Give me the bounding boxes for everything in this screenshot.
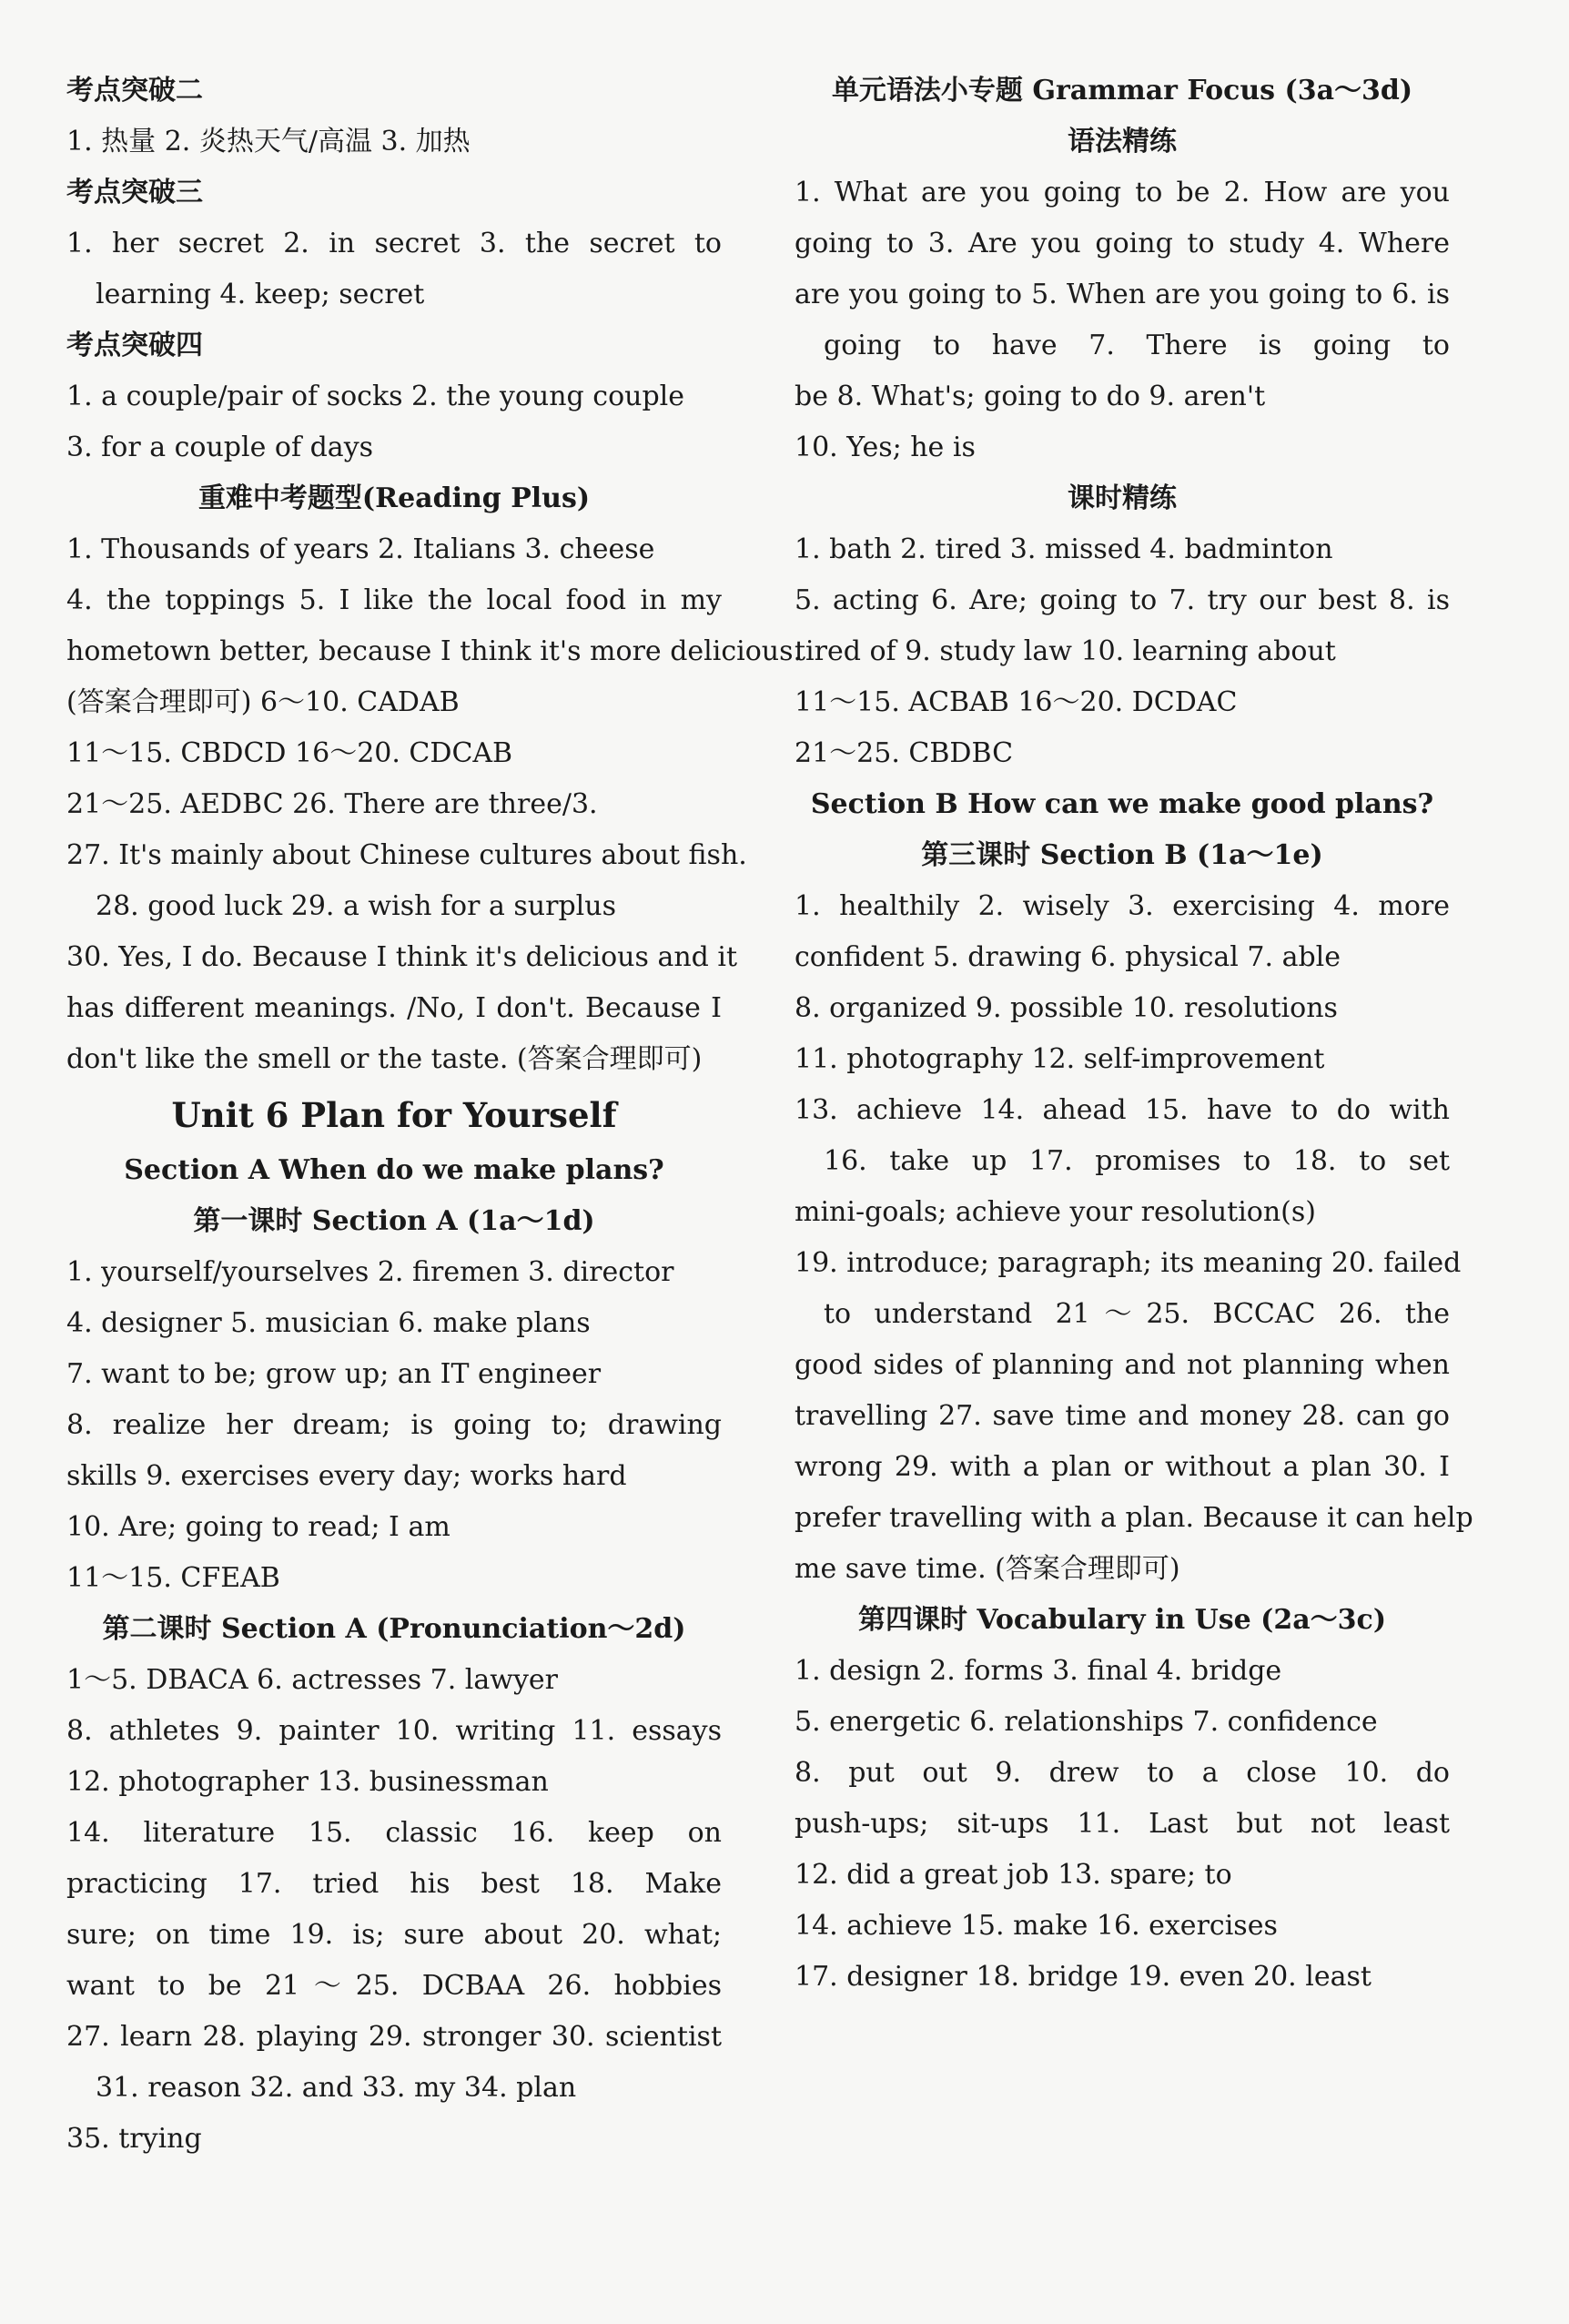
answer-line: 8. organized 9. possible 10. resolutions bbox=[795, 992, 1338, 1024]
answer-line: 11～15. CBDCD 16～20. CDCAB bbox=[66, 737, 513, 769]
answer-line: 1. bath 2. tired 3. missed 4. badminton bbox=[795, 533, 1333, 565]
answer-line: travelling 27. save time and money 28. can go bbox=[795, 1400, 1450, 1432]
answer-line: 27. It's mainly about Chinese cultures about fish. bbox=[66, 839, 747, 871]
answer-line: 1. 热量 2. 炎热天气/高温 3. 加热 bbox=[66, 126, 471, 157]
answer-line: to understand 21～25. BCCAC 26. the bbox=[824, 1298, 1450, 1330]
answer-line: don't like the smell or the taste. (答案合理即可) bbox=[66, 1043, 703, 1075]
answer-line: good sides of planning and not planning when bbox=[795, 1349, 1450, 1381]
answer-line: confident 5. drawing 6. physical 7. able bbox=[795, 941, 1341, 973]
section-heading: 语法精练 bbox=[1068, 126, 1177, 157]
answer-line: 3. for a couple of days bbox=[66, 431, 374, 463]
answer-line: 28. good luck 29. a wish for a surplus bbox=[96, 890, 616, 922]
answer-line: 1. yourself/yourselves 2. firemen 3. director bbox=[66, 1256, 674, 1288]
answer-line: are you going to 5. When are you going to 6. is bbox=[795, 279, 1450, 310]
section-heading: 第四课时 Vocabulary in Use (2a～3c) bbox=[857, 1604, 1387, 1636]
answer-line: 7. want to be; grow up; an IT engineer bbox=[66, 1358, 602, 1390]
answer-line: 31. reason 32. and 33. my 34. plan bbox=[96, 2072, 577, 2104]
answer-line: 1. Thousands of years 2. Italians 3. cheese bbox=[66, 533, 655, 565]
answer-line: 11～15. CFEAB bbox=[66, 1562, 280, 1594]
answer-line: going to 3. Are you going to study 4. Where bbox=[795, 228, 1450, 259]
answer-line: 12. photographer 13. businessman bbox=[66, 1766, 549, 1798]
answer-line: 16. take up 17. promises to 18. to set bbox=[824, 1145, 1450, 1177]
answer-line: 35. trying bbox=[66, 2123, 202, 2155]
section-heading: 第二课时 Section A (Pronunciation～2d) bbox=[102, 1613, 686, 1645]
answer-line: 1. healthily 2. wisely 3. exercising 4. more bbox=[795, 890, 1450, 922]
left-column bbox=[66, 66, 803, 2165]
section-heading: 考点突破四 bbox=[66, 330, 203, 361]
section-heading: 第三课时 Section B (1a～1e) bbox=[921, 839, 1323, 871]
answer-line: 5. energetic 6. relationships 7. confidence bbox=[795, 1706, 1378, 1738]
answer-line: 19. introduce; paragraph; its meaning 20. failed bbox=[795, 1247, 1462, 1279]
answer-line: 12. did a great job 13. spare; to bbox=[795, 1859, 1232, 1891]
answer-line: going to have 7. There is going to bbox=[824, 330, 1450, 361]
section-heading: 课时精练 bbox=[1068, 482, 1177, 514]
right-column bbox=[795, 66, 1473, 2003]
answer-line: skills 9. exercises every day; works hard bbox=[66, 1460, 627, 1492]
answer-line: push-ups; sit-ups 11. Last but not least bbox=[795, 1808, 1450, 1840]
answer-line: 1. a couple/pair of socks 2. the young couple bbox=[66, 381, 685, 412]
answer-line: 14. literature 15. classic 16. keep on bbox=[66, 1817, 722, 1849]
answer-line: want to be 21～25. DCBAA 26. hobbies bbox=[66, 1970, 722, 2002]
section-heading: 单元语法小专题 Grammar Focus (3a～3d) bbox=[831, 75, 1413, 107]
answer-line: 1～5. DBACA 6. actresses 7. lawyer bbox=[66, 1664, 558, 1696]
section-heading: Section A When do we make plans? bbox=[124, 1154, 664, 1186]
answer-line: learning 4. keep; secret bbox=[96, 279, 425, 310]
answer-line: 10. Yes; he is bbox=[795, 431, 976, 463]
answer-line: 13. achieve 14. ahead 15. have to do with bbox=[795, 1094, 1450, 1126]
answer-line: 17. designer 18. bridge 19. even 20. least bbox=[795, 1961, 1372, 1993]
section-heading: Unit 6 Plan for Yourself bbox=[171, 1095, 617, 1135]
answer-line: 1. design 2. forms 3. final 4. bridge bbox=[795, 1655, 1282, 1687]
answer-line: 11～15. ACBAB 16～20. DCDAC bbox=[795, 686, 1238, 718]
answer-line: 8. realize her dream; is going to; drawing bbox=[66, 1409, 722, 1441]
answer-line: me save time. (答案合理即可) bbox=[795, 1553, 1180, 1585]
section-heading: 考点突破二 bbox=[66, 75, 203, 107]
answer-line: tired of 9. study law 10. learning about bbox=[795, 635, 1336, 667]
section-heading: 重难中考题型(Reading Plus) bbox=[197, 482, 591, 514]
answer-line: 1. her secret 2. in secret 3. the secret to bbox=[66, 228, 722, 259]
answer-line: mini-goals; achieve your resolution(s) bbox=[795, 1196, 1316, 1228]
answer-line: 5. acting 6. Are; going to 7. try our best 8. is bbox=[795, 584, 1450, 616]
answer-line: 8. put out 9. drew to a close 10. do bbox=[795, 1757, 1450, 1789]
answer-line: (答案合理即可) 6～10. CADAB bbox=[66, 686, 460, 718]
answer-line: 30. Yes, I do. Because I think it's delicious and it bbox=[66, 941, 738, 973]
section-heading: Section B How can we make good plans? bbox=[810, 788, 1434, 820]
answer-line: 8. athletes 9. painter 10. writing 11. essays bbox=[66, 1715, 722, 1747]
answer-line: wrong 29. with a plan or without a plan 30. I bbox=[795, 1451, 1450, 1483]
answer-line: 11. photography 12. self-improvement bbox=[795, 1043, 1325, 1075]
answer-line: prefer travelling with a plan. Because it can help bbox=[795, 1502, 1473, 1534]
answer-line: 10. Are; going to read; I am bbox=[66, 1511, 450, 1543]
answer-line: 21～25. CBDBC bbox=[795, 737, 1014, 769]
answer-line: 27. learn 28. playing 29. stronger 30. scientist bbox=[66, 2021, 722, 2053]
answer-line: 21～25. AEDBC 26. There are three/3. bbox=[66, 788, 598, 820]
answer-line: 14. achieve 15. make 16. exercises bbox=[795, 1910, 1278, 1942]
answer-line: has different meanings. /No, I don't. Because I bbox=[66, 992, 722, 1024]
section-heading: 考点突破三 bbox=[66, 177, 203, 208]
answer-line: 4. the toppings 5. I like the local food in my bbox=[66, 584, 722, 616]
answer-line: practicing 17. tried his best 18. Make bbox=[66, 1868, 722, 1900]
answer-line: be 8. What's; going to do 9. aren't bbox=[795, 381, 1266, 412]
answer-line: 4. designer 5. musician 6. make plans bbox=[66, 1307, 591, 1339]
answer-line: sure; on time 19. is; sure about 20. what; bbox=[66, 1919, 722, 1951]
answer-line: 1. What are you going to be 2. How are you bbox=[795, 177, 1450, 208]
answer-line: hometown better, because I think it's more delicious. bbox=[66, 635, 803, 667]
section-heading: 第一课时 Section A (1a～1d) bbox=[193, 1205, 595, 1237]
